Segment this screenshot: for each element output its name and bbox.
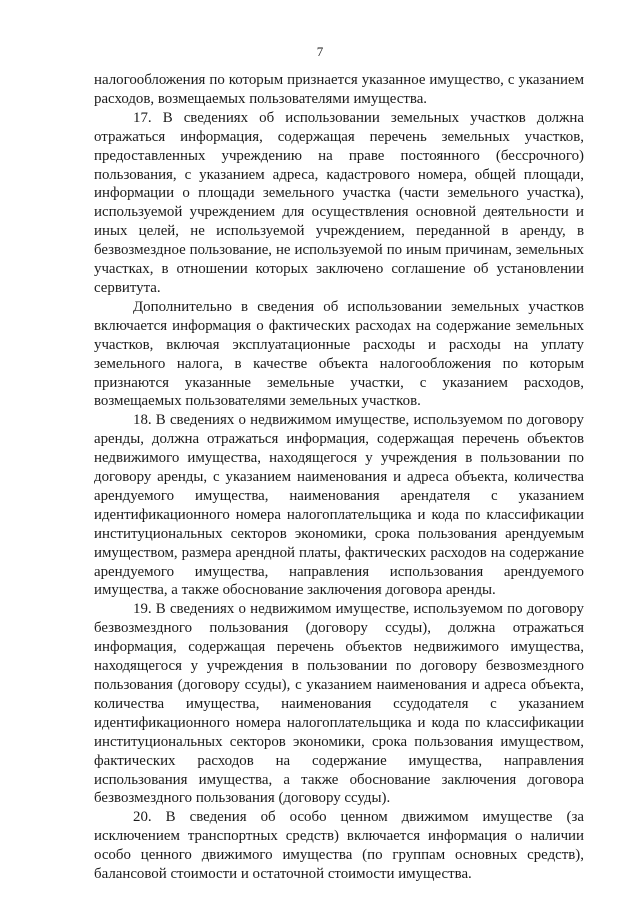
- paragraph-17: 17. В сведениях об использовании земельных участков должна отражаться информация, содержащая перечень земельных участков, предоставленных учреждению на праве постоянного (бессрочного) пользования, с указанием адреса, кадастрового номера, общей площади, информации о площади земельного участка (части земельного участка), используемой учреждением для осуществления основной деятельности и иных целей, не используемой учреждением, переданной в аренду, в безвозмездное пользование, не используемой по иным причинам, земельных участках, в отношении которых заключено соглашение об установлении сервитута.: [94, 109, 584, 296]
- paragraph-17-addition: Дополнительно в сведения об использовании земельных участков включается информация о фактических расходах на содержание земельных участков, включая эксплуатационные расходы и расходы на уплату земельного налога, в качестве объекта налогообложения по которым признаются указанные земельные участки, с указанием расходов, возмещаемых пользователями земельных участков.: [94, 298, 584, 410]
- document-body: [94, 71, 584, 884]
- paragraph-20: 20. В сведения об особо ценном движимом имуществе (за исключением транспортных средств) включается информация о наличии особо ценного движимого имущества (по группам основных средств), балансовой стоимости и остаточной стоимости имущества.: [94, 809, 584, 883]
- page-number: 7: [316, 44, 324, 59]
- paragraph-continuation: налогообложения по которым признается указанное имущество, с указанием расходов, возмещаемых пользователями имущества.: [94, 72, 584, 107]
- paragraph-18: 18. В сведениях о недвижимом имуществе, используемом по договору аренды, должна отражаться информация, содержащая перечень объектов недвижимого имущества, находящегося у учреждения в пользовании по договору аренды, с указанием наименования и адреса объекта, количества арендуемого имущества, наименования арендателя с указанием идентификационного номера налогоплательщика и кода по классификации институциональных секторов экономики, срока пользования арендуемым имуществом, размера арендной платы, фактических расходов на содержание арендуемого имущества, направления использования арендуемого имущества, а также обоснование заключения договора аренды.: [94, 412, 584, 599]
- paragraph-19: 19. В сведениях о недвижимом имуществе, используемом по договору безвозмездного пользования (договору ссуды), должна отражаться информация, содержащая перечень объектов недвижимого имущества, находящегося у учреждения в пользовании по договору безвозмездного пользования (договору ссуды), с указанием наименования и адреса объекта, количества имущества, наименования ссудодателя с указанием идентификационного номера налогоплательщика и кода по классификации институциональных секторов экономики, срока пользования имуществом, фактических расходов на содержание имущества, направления использования имущества, а также обоснование заключения договора безвозмездного пользования (договору ссуды).: [94, 601, 584, 807]
